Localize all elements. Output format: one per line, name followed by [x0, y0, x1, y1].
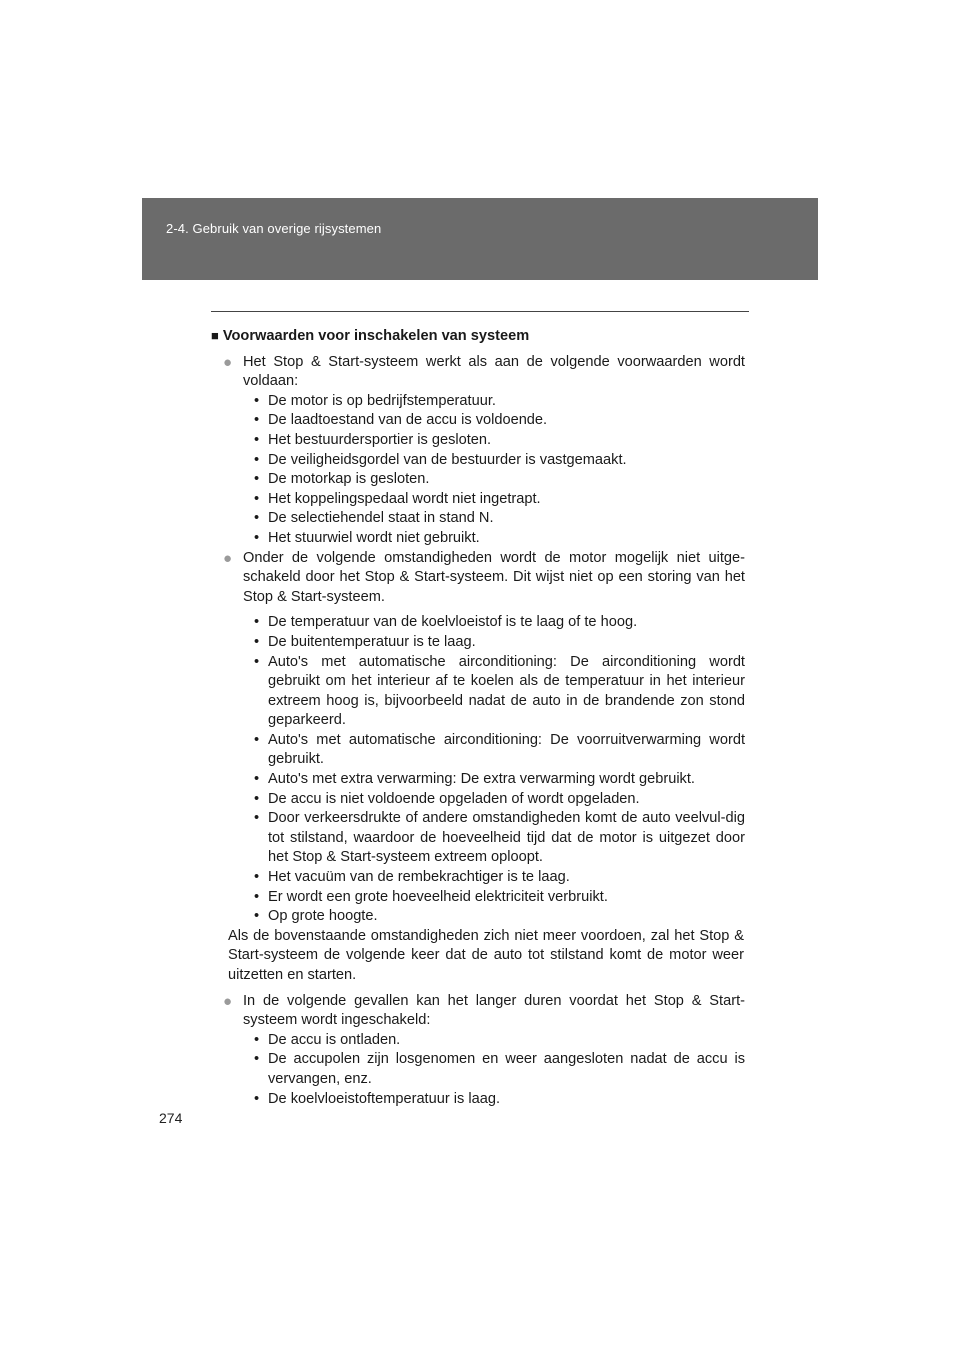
dot-bullet-icon: •	[254, 1051, 260, 1068]
circle-bullet-icon: ●	[223, 549, 233, 567]
square-bullet-icon: ■	[211, 328, 219, 343]
list-item	[223, 549, 745, 608]
dot-bullet-icon: •	[254, 810, 260, 827]
sub-list-item: • Het stuurwiel wordt niet gebruikt.	[254, 529, 745, 549]
list-item	[223, 992, 745, 1031]
sub-list-item: • De motor is op bedrijfstemperatuur.	[254, 392, 745, 412]
dot-bullet-icon: •	[254, 510, 260, 527]
list-item-text: Het Stop & Start-systeem werkt als aan de volgende voorwaarden wordt voldaan:	[243, 353, 745, 390]
sub-list-item: • Het bestuurdersportier is gesloten.	[254, 431, 745, 451]
sub-list	[229, 613, 745, 927]
page-number: 274	[159, 1110, 183, 1126]
dot-bullet-icon: •	[254, 731, 260, 748]
dot-bullet-icon: •	[254, 471, 260, 488]
dot-bullet-icon: •	[254, 412, 260, 429]
sub-list-item: • De veiligheidsgordel van de bestuurder is vastgemaakt.	[254, 451, 745, 471]
dot-bullet-icon: •	[254, 431, 260, 448]
sub-list-item: • Door verkeersdrukte of andere omstandigheden komt de auto veelvul-dig tot stilstand, waardoor de hoeveelheid tijd dat de motor is uitgezet door het Stop & Start-systeem extreem oploopt.	[254, 810, 745, 866]
sub-list-item: • De temperatuur van de koelvloeistof is te laag of te hoog.	[254, 613, 745, 633]
dot-bullet-icon: •	[254, 490, 260, 507]
circle-bullet-icon: ●	[223, 992, 233, 1010]
dot-bullet-icon: •	[254, 392, 260, 409]
heading-text: Voorwaarden voor inschakelen van systeem	[222, 328, 530, 344]
sub-list-item: • De accupolen zijn losgenomen en weer aangesloten nadat de accu is vervangen, enz.	[254, 1051, 745, 1087]
sub-list	[229, 1031, 745, 1109]
sub-list-item: • De selectiehendel staat in stand N.	[254, 509, 745, 529]
sub-list-item: • De accu is niet voldoende opgeladen of wordt opgeladen.	[254, 790, 745, 810]
sub-list-item: • Het koppelingspedaal wordt niet ingetrapt.	[254, 490, 745, 510]
dot-bullet-icon: •	[254, 614, 260, 631]
dot-bullet-icon: •	[254, 869, 260, 886]
dot-bullet-icon: •	[254, 771, 260, 788]
list-item	[223, 353, 745, 392]
dot-bullet-icon: •	[254, 451, 260, 468]
main-content	[211, 326, 745, 1109]
dot-bullet-icon: •	[254, 908, 260, 925]
sub-list-item: • Op grote hoogte.	[254, 907, 745, 927]
section-heading	[211, 326, 727, 347]
sub-list-item: • De laadtoestand van de accu is voldoende.	[254, 411, 745, 431]
sub-list-item: • Auto's met automatische airconditioning: De airconditioning wordt gebruikt om het interieur af te koelen als de temperatuur in het interieur extreem hoog is, bijvoorbeeld nadat de auto in de brandende zon stond geparkeerd.	[254, 653, 745, 729]
sub-list-item: • Auto's met extra verwarming: De extra verwarming wordt gebruikt.	[254, 770, 745, 790]
circle-bullet-icon: ●	[223, 353, 233, 371]
summary-paragraph: Als de bovenstaande omstandigheden zich niet meer voordoen, zal het Stop & Start-systeem de volgende keer dat de auto tot stilstand komt de motor weer uitzetten en starten.	[228, 927, 744, 983]
dot-bullet-icon: •	[254, 633, 260, 650]
sub-list-item: • De buitentemperatuur is te laag.	[254, 633, 745, 653]
top-divider	[211, 311, 749, 312]
dot-bullet-icon: •	[254, 1031, 260, 1048]
dot-bullet-icon: •	[254, 529, 260, 546]
sub-list-item: • Er wordt een grote hoeveelheid elektriciteit verbruikt.	[254, 888, 745, 908]
sub-list	[229, 392, 745, 549]
dot-bullet-icon: •	[254, 1090, 260, 1107]
list-item-text: Onder de volgende omstandigheden wordt de motor mogelijk niet uitge-schakeld door het Stop & Start-systeem. Dit wijst niet op een storing van het Stop & Start-systeem.	[243, 549, 745, 605]
sub-list-item: • Auto's met automatische airconditioning: De voorruitverwarming wordt gebruikt.	[254, 731, 745, 768]
section-title: 2-4. Gebruik van overige rijsystemen	[166, 221, 382, 236]
dot-bullet-icon: •	[254, 790, 260, 807]
sub-list-item: • De accu is ontladen.	[254, 1031, 745, 1051]
sub-list-item: • De koelvloeistoftemperatuur is laag.	[254, 1090, 745, 1110]
section-header-bar	[142, 198, 818, 280]
list-item-text: In de volgende gevallen kan het langer duren voordat het Stop & Start-systeem wordt ingeschakeld:	[243, 992, 745, 1029]
sub-list-item: • Het vacuüm van de rembekrachtiger is te laag.	[254, 868, 745, 888]
dot-bullet-icon: •	[254, 653, 260, 670]
sub-list-item: • De motorkap is gesloten.	[254, 470, 745, 490]
dot-bullet-icon: •	[254, 888, 260, 905]
